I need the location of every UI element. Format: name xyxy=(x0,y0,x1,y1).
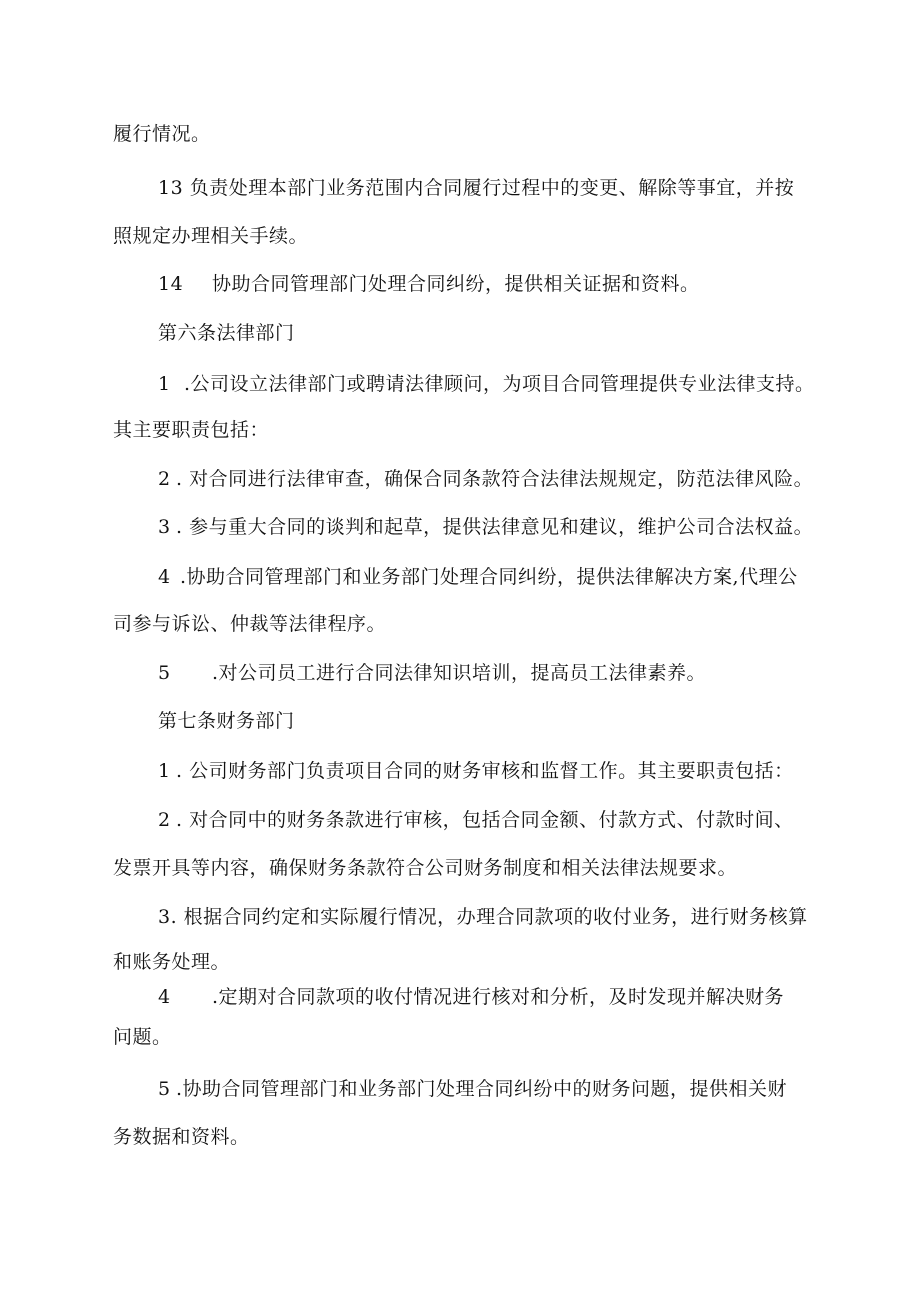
paragraph-line: 发票开具等内容，确保财务条款符合公司财务制度和相关法律法规要求。 xyxy=(113,857,738,879)
item-text: 协助合同管理部门处理合同纠纷，提供相关证据和资料。 xyxy=(212,273,700,295)
paragraph-line: 务数据和资料。 xyxy=(113,1126,250,1148)
item-text: .协助合同管理部门和业务部门处理合同纠纷中的财务问题，提供相关财 xyxy=(176,1078,788,1100)
paragraph-line xyxy=(158,272,700,296)
article-heading: 第六条法律部门 xyxy=(158,322,295,344)
item-number: 1 xyxy=(158,760,171,782)
item-text: . 对合同中的财务条款进行审核，包括合同金额、付款方式、付款时间、 xyxy=(176,809,794,831)
paragraph-line xyxy=(158,515,813,539)
item-text: .协助合同管理部门和业务部门处理合同纠纷，提供法律解决方案,代理公 xyxy=(180,566,798,588)
paragraph-line: 履行情况。 xyxy=(113,123,211,145)
paragraph-line: 其主要职责包括： xyxy=(113,419,270,441)
paragraph-line: 问题。 xyxy=(113,1026,172,1048)
article-heading: 第七条财务部门 xyxy=(158,710,295,732)
item-number: 5 xyxy=(158,662,171,684)
item-number: 3 xyxy=(158,516,171,538)
item-number: 1 xyxy=(158,373,171,395)
item-text: . 参与重大合同的谈判和起草，提供法律意见和建议，维护公司合法权益。 xyxy=(176,516,814,538)
item-text: . 对合同进行法律审查，确保合同条款符合法律法规规定，防范法律风险。 xyxy=(176,468,814,490)
paragraph-line xyxy=(158,661,706,685)
paragraph-line xyxy=(158,565,798,589)
item-number: 14 xyxy=(158,273,184,295)
item-number: 4 xyxy=(158,566,171,588)
item-text: . 公司财务部门负责项目合同的财务审核和监督工作。其主要职责包括： xyxy=(176,760,794,782)
item-number: 2 xyxy=(158,468,171,490)
paragraph-line xyxy=(158,808,794,832)
item-number: 2 xyxy=(158,809,171,831)
item-number: 5 xyxy=(158,1078,171,1100)
paragraph-line xyxy=(158,372,815,396)
item-text: .公司设立法律部门或聘请法律顾问，为项目合同管理提供专业法律支持。 xyxy=(184,373,815,395)
item-text: .对公司员工进行合同法律知识培训，提高员工法律素养。 xyxy=(212,662,707,684)
item-text: .定期对合同款项的收付情况进行核对和分析，及时发现并解决财务 xyxy=(212,986,785,1008)
paragraph-line: 司参与诉讼、仲裁等法律程序。 xyxy=(113,613,387,635)
item-number: 4 xyxy=(158,986,171,1008)
paragraph-line xyxy=(158,467,813,491)
paragraph-line: 和账务处理。 xyxy=(113,951,231,973)
paragraph-line: 照规定办理相关手续。 xyxy=(113,225,309,247)
paragraph-line xyxy=(158,985,784,1009)
paragraph-line xyxy=(158,759,794,783)
paragraph-line xyxy=(158,1077,787,1101)
paragraph-line: 13 负责处理本部门业务范围内合同履行过程中的变更、解除等事宜，并按 xyxy=(158,177,795,199)
paragraph-line: 3. 根据合同约定和实际履行情况，办理合同款项的收付业务，进行财务核算 xyxy=(158,906,808,928)
